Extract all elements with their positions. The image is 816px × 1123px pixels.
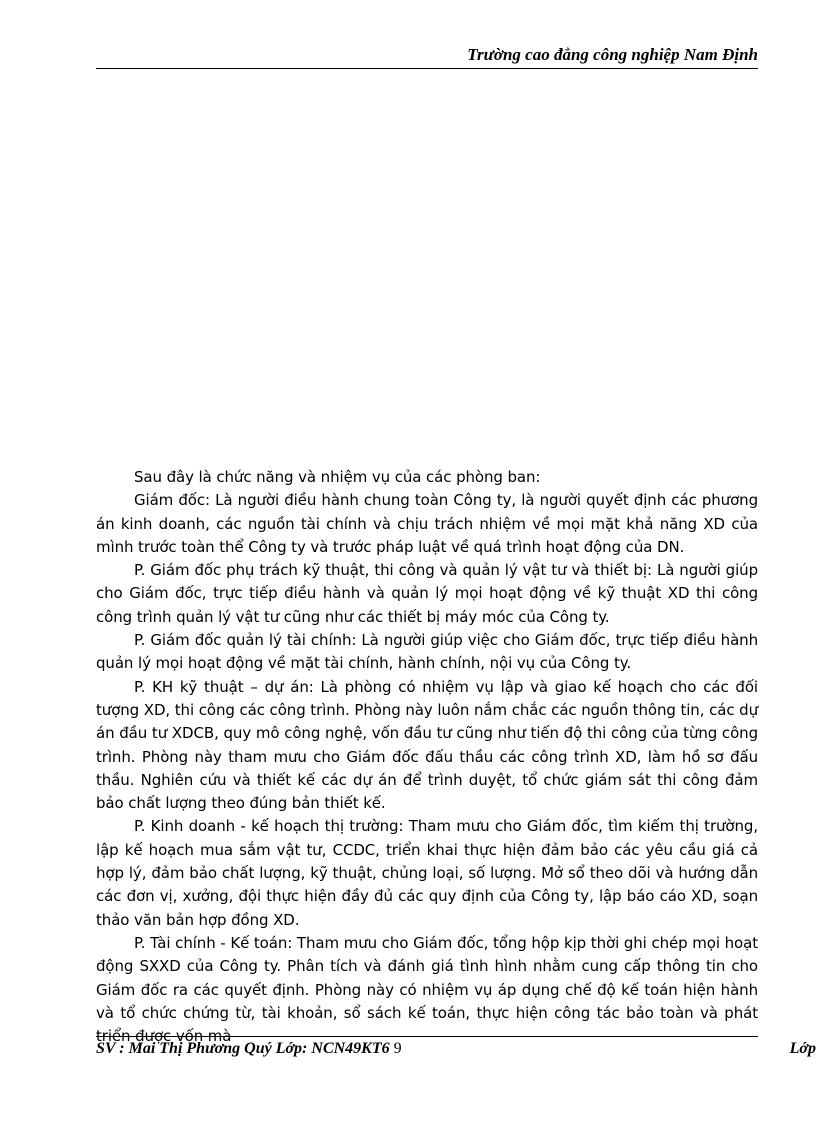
paragraph-pho-giam-doc-ky-thuat: P. Giám đốc phụ trách kỹ thuật, thi công và quản lý vật tư và thiết bị: Là người giúp cho Giám đốc, trực tiếp điều hành và quản lý mọi hoạt động về kỹ thuật XD thi công công trình quản lý vật tư cũng như các thiết bị máy móc của Công ty. [96,561,758,626]
footer-right-label: Lớp [789,1040,816,1057]
paragraph-kinh-doanh: P. Kinh doanh - kế hoạch thị trường: Tham mưu cho Giám đốc, tìm kiếm thị trường, lập kế hoạch mua sắm vật tư, CCDC, triển khai thực hiện đảm bảo các yêu cầu giá cả hợp lý, đảm bảo chất lượng, kỹ thuật, chủng loại, số lượng. Mở sổ theo dõi và hướng dẫn các đơn vị, xưởng, đội thực hiện đầy đủ các quy định của Công ty, lập báo cáo XD, soạn thảo văn bản hợp đồng XD. [96,817,758,929]
paragraph-kh-ky-thuat-du-an: P. KH kỹ thuật – dự án: Là phòng có nhiệm vụ lập và giao kế hoạch cho các đối tượng XD, thi công các công trình. Phòng này luôn nắm chắc các nguồn thông tin, các dự án đầu tư XDCB, quy mô công nghệ, vốn đầu tư cũng như tiến độ thi công của từng công trình. Phòng này tham mưu cho Giám đốc đấu thầu các công trình XD, làm hồ sơ đấu thầu. Nghiên cứu và thiết kế các dự án để trình duyệt, tổ chức giám sát thi công đảm bảo chất lượng theo đúng bản thiết kế. [96,677,758,813]
paragraph-intro: Sau đây là chức năng và nhiệm vụ của các phòng ban: [134,468,541,486]
footer-divider [96,1036,758,1037]
paragraph-tai-chinh-ke-toan: P. Tài chính - Kế toán: Tham mưu cho Giám đốc, tổng hộp kịp thời ghi chép mọi hoạt động SXXD của Công ty. Phân tích và đánh giá tình hình nhằm cung cấp thông tin cho Giám đốc ra các quyết định. Phòng này có nhiệm vụ áp dụng chế độ kế toán hiện hành và tổ chức chứng từ, tài khoản, sổ sách kế toán, thực hiện công tác bảo toàn và phát triển được vốn mà [96,933,758,1046]
page-header [96,44,758,69]
footer-student-info [96,1040,402,1058]
page-footer [96,1036,816,1064]
paragraph-pho-giam-doc-tai-chinh: P. Giám đốc quản lý tài chính: Là người giúp việc cho Giám đốc, trực tiếp điều hành quản lý mọi hoạt động về mặt tài chính, hành chính, nội vụ của Công ty. [96,631,758,673]
footer-student: SV : Mai Thị Phương Quý Lớp: NCN49KT6 [96,1040,390,1057]
paragraph-giam-doc: Giám đốc: Là người điều hành chung toàn Công ty, là người quyết định các phương án kinh doanh, các nguồn tài chính và chịu trách nhiệm về mọi mặt khả năng XD của mình trước toàn thể Công ty và trước pháp luật về quá trình hoạt động của DN. [96,491,758,556]
document-body [96,466,758,1048]
footer-page-number: 9 [393,1040,402,1057]
header-title: Trường cao đẳng công nghiệp Nam Định [467,45,758,64]
